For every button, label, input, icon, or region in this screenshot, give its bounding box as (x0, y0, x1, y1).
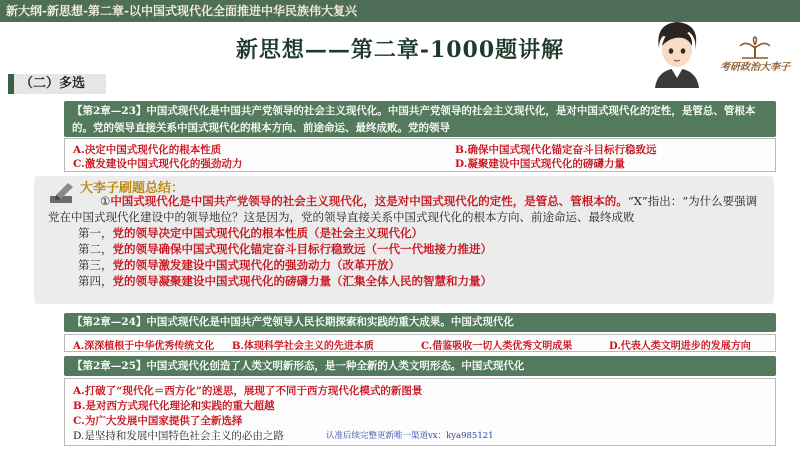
option-b[interactable]: B.是对西方式现代化理论和实践的重大超越 (73, 400, 275, 412)
section-label: （二）多选 (8, 74, 106, 94)
options-24 (64, 334, 776, 352)
avatar-illustration (645, 18, 709, 88)
option-a[interactable]: A.打破了“现代化＝西方化”的迷思，展现了不同于西方现代化模式的新图景 (73, 385, 423, 397)
question-text: 中国式现代化创造了人类文明新形态，是一种全新的人类文明形态。中国式现代化 (146, 360, 525, 372)
summary-title: 大李子刷题总结： (80, 181, 185, 196)
brand-logo (712, 36, 798, 78)
breadcrumb: 新大纲-新思想-第二章-以中国式现代化全面推进中华民族伟大复兴 (6, 4, 357, 18)
question-24 (64, 313, 776, 332)
question-text: 中国式现代化是中国共产党领导的社会主义现代化。中国共产党领导的社会主义现代化，是对中国式现代化的定性，是管总、管根本的。党的领导直接关系中国式现代化的根本方向、前途命运、最终成败。党的领导 (72, 105, 756, 134)
summary-point: 第四，党的领导凝聚建设中国式现代化的磅礴力量（汇集全体人民的智慧和力量） (78, 274, 492, 288)
option-b[interactable]: B.体现科学社会主义的先进本质 (232, 341, 374, 352)
page-title: 新思想——第二章-1000题讲解 (235, 37, 565, 63)
question-tag: 【第2章—25】 (72, 360, 147, 372)
tree-logo-icon (712, 36, 798, 60)
summary-point: 第三，党的领导激发建设中国式现代化的强劲动力（改革开放） (78, 258, 400, 272)
option-a[interactable]: A.决定中国式现代化的根本性质 (73, 144, 222, 156)
summary-paragraph (48, 193, 768, 225)
question-tag: 【第2章—23】 (72, 105, 147, 117)
option-c[interactable]: C.激发建设中国式现代化的强劲动力 (73, 158, 243, 170)
question-tag: 【第2章—24】 (72, 316, 147, 328)
option-d[interactable]: D.是坚持和发展中国特色社会主义的必由之路 (73, 430, 284, 442)
option-a[interactable]: A.深深植根于中华优秀传统文化 (73, 341, 215, 352)
option-b[interactable]: B.确保中国式现代化锚定奋斗目标行稳致远 (455, 144, 657, 156)
question-23 (64, 101, 776, 137)
option-d[interactable]: D.代表人类文明进步的发展方向 (609, 341, 751, 352)
question-25 (64, 356, 776, 376)
watermark-text: 认准后续完整更新唯一渠道vx：kya985121 (326, 431, 494, 441)
summary-quote: “X”指出：“为什么要强调党在中国式现代化建设中的领导地位？这是因为，党的领导直接关系中国式现代化的根本方向、前途命运、最终成败 (48, 194, 758, 224)
question-text: 中国式现代化是中国共产党领导人民长期探索和实践的重大成果。中国式现代化 (146, 316, 514, 328)
option-c[interactable]: C.借鉴吸收一切人类优秀文明成果 (421, 341, 573, 352)
logo-text: 考研政治大李子 (720, 62, 790, 73)
summary-num: ① (100, 194, 111, 208)
summary-panel (34, 176, 774, 304)
summary-body (48, 193, 768, 289)
options-23 (64, 138, 776, 172)
option-c[interactable]: C.为广大发展中国家提供了全新选择 (73, 415, 243, 427)
summary-point: 第二，党的领导确保中国式现代化锚定奋斗目标行稳致远（一代一代地接力推进） (78, 242, 492, 256)
summary-point: 第一，党的领导决定中国式现代化的根本性质（是社会主义现代化） (78, 226, 423, 240)
option-d[interactable]: D.凝聚建设中国式现代化的磅礴力量 (455, 158, 625, 170)
summary-highlight: 中国式现代化是中国共产党领导的社会主义现代化，这是对中国式现代化的定性，是管总、管根本的。 (110, 194, 628, 208)
